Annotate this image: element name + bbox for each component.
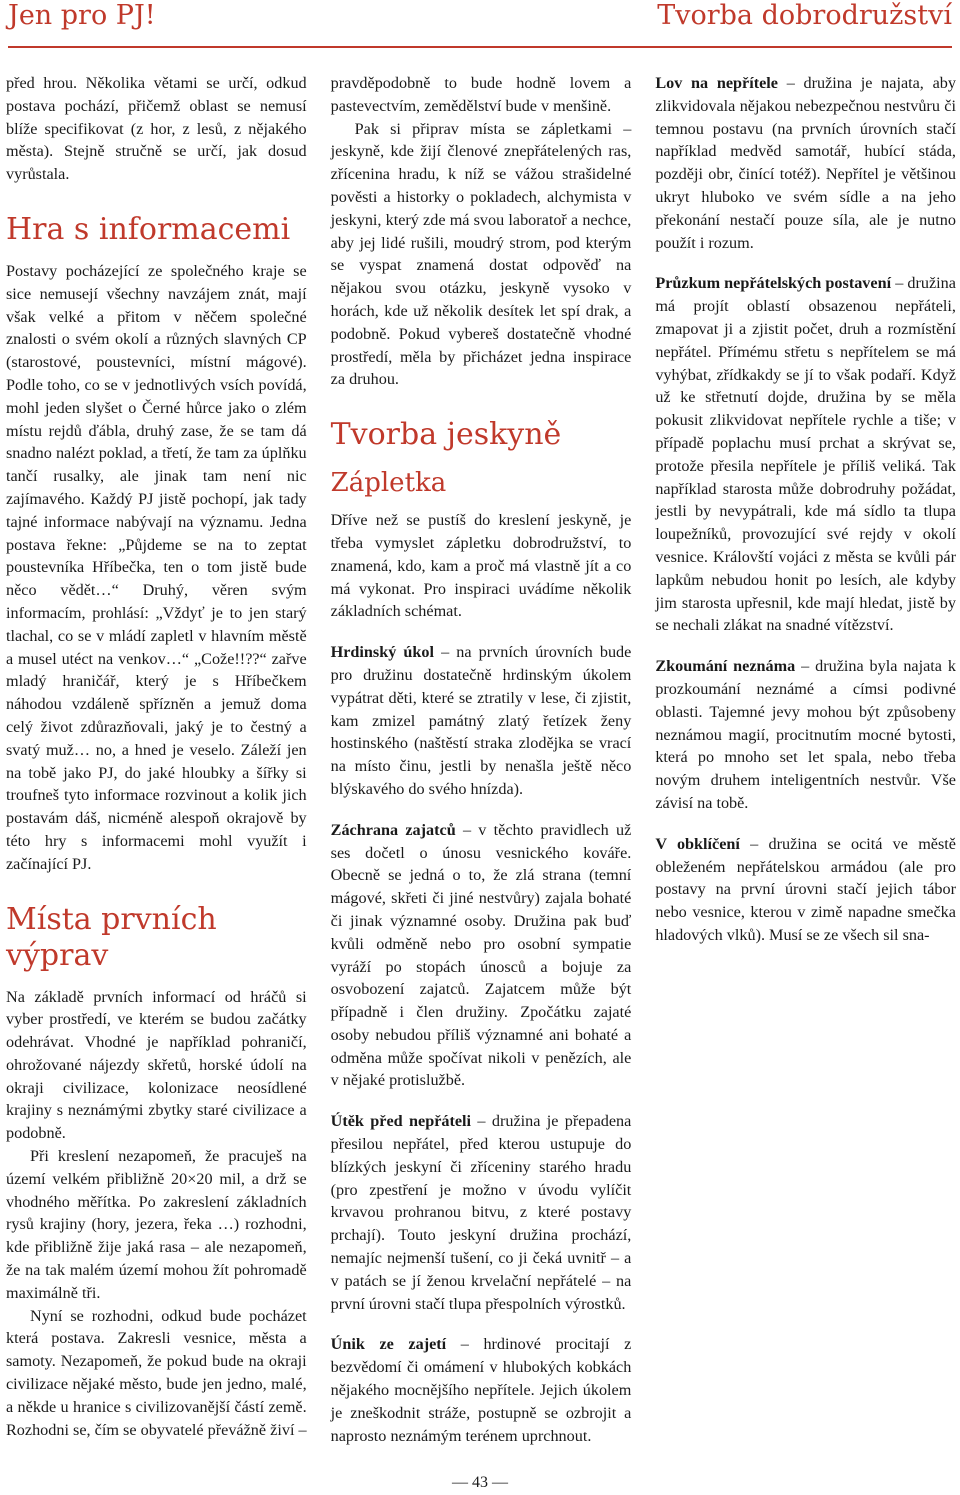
- scheme-hrdinsky-ukol: [331, 641, 632, 801]
- paragraph-mista-1: Na základě prvních informací od hráčů si vyber prostředí, ve kterém se budou začátky odehrávat. Vhodné je například pohraničí, ohrožované nájezdy skřetů, horské údolí na okraji civilizace, kolonizace neosídlené krajiny s neznámými zbytky staré civilizace a podobně.: [6, 987, 307, 1143]
- article-body: [6, 72, 956, 1452]
- scheme-term: Záchrana zajatců: [330, 820, 456, 839]
- scheme-utek-pred-nepriteli: [331, 1110, 632, 1315]
- heading-hra-s-informacemi: Hra s informacemi: [6, 211, 291, 247]
- scheme-term: Průzkum nepřátelských postavení: [655, 274, 892, 293]
- header-left-title: Jen pro PJ!: [8, 0, 156, 31]
- scheme-text: – družina je přepadena přesilou nepřátel, před kterou ustupuje do blízkých jeskyní či zříceniny starého hradu (pro zpestření je možno v úvodu vylíčit krvavou prohranou bitvu, z které postavy prchají). Touto jeskyní družina prochází, nemajíc nejmenší tušení, co ji čeká uvnitř – a v patách se jí ženou krvelační nepřátelé – na první úrovni stačí tlupa přespolních výrostků.: [330, 1112, 632, 1313]
- scheme-v-oblíceni: [655, 833, 956, 947]
- scheme-term: Lov na nepřítele: [655, 74, 778, 92]
- scheme-pruzkum: [655, 272, 956, 637]
- scheme-term: Hrdinský úkol: [330, 643, 435, 662]
- running-header: [8, 0, 952, 46]
- paragraph-informace: Postavy pocházející ze společného kraje se sice nemusejí všechny navzájem znát, mají však velké a přitom v něčem společné znalosti o svém okolí a různých slavných CP (starostové, poustevníci, místní mágové). Podle toho, co se v jednotlivých vsích povídá, mohl jeden slyšet o Černé hůrce jako o zlém místu rejdů ďábla, druhý zase, že se tam dá snadno nalézt poklad, a třetí, že tam za úplňku tančí rusalky, ale jinak tam není nic zajímavého. Každý PJ jistě pochopí, jak tady tajné informace nabývají na významu. Jedna postava řekne: „Půjdeme se na to zeptat poustevníka Hříbečka, ten o tom jistě bude něco vědět…“ Druhý, věren svým informacím, prohlásí: „Vždyť je to jen starý tlachal, co se v mládí zapletl v hlavním městě a musel utéct na venkov…“ „Cože!!??“ zařve mladý hraničář, který je s Hříbečkem náhodou vzdáleně spřízněn a jemuž doma celý život zdůrazňovali, jaký je to čestný a svatý muž… no, a hned je veselo. Záleží jen na tobě jako PJ, do jaké hloubky a šířky si troufneš tyto informace rozvinout a kolik jich postavám dáš, nicméně alespoň okrajově by této hry s informacemi mohl využít i začínající PJ.: [6, 261, 307, 873]
- scheme-text: – družina je najata, aby zlikvidovala nějakou nebezpečnou nestvůru či temnou postavu (na prvních úrovních stačí například medvěd samotář, hubící stáda, později obr, činící totéž). Nepřítel je většinou ukryt hluboko ve svém sídle a na jeho překonání nestačí pouze síla, ale je nutno použít i rozum.: [655, 74, 956, 252]
- scheme-term: Zkoumání neznáma: [655, 657, 796, 676]
- scheme-zkoumani-neznama: [655, 655, 956, 815]
- paragraph-intro: před hrou. Několika větami se určí, odkud postava pochází, přičemž oblast se nemusí blíže specifikovat (z hor, z lesů, z nějakého města). Stejně stručně se určí, jak dosud vyrůstala.: [6, 74, 307, 184]
- heading-tvorba-jeskyne: Tvorba jeskyně: [330, 417, 562, 453]
- heading-zapletka: Zápletka: [330, 468, 447, 499]
- header-rule: [8, 46, 952, 48]
- scheme-text: – na prvních úrovních bude pro družinu dostatečně hrdinským úkolem vypátrat děti, které se ztratily v lese, či zjistit, kam zmizel památný zlatý řetízek ženy hostinského (naštěstí straka zlodějka se vrací na místo činu, jestli by nenašla ještě něco blýskavého do svého hnízda).: [330, 643, 632, 798]
- paragraph-mista-3: Nyní se rozhodni, odkud bude pocházet která postava. Zakresli vesnice, města a samoty. Nezapomeň, že pokud bude na okraji civilizace nějaké město, bude jen jedno, malé, a někde u hranice s civilizovanější částí země. Rozhodni se, čím se obyvatelé převážně živí – pravděpodobně to bude hodně lovem a pastevectvím, zemědělství bude v menšině.: [6, 74, 632, 1439]
- scheme-text: – hrdinové procitají z bezvědomí či omámení v hlubokých kobkách nějakého mocnějšího nepřítele. Jejich úkolem je zneškodnit stráže, postupně se ozbrojit a naprosto neznámým terénem uprchnout.: [330, 1335, 632, 1445]
- scheme-text: – v těchto pravidlech už ses dočetl o únosu vesnického kováře. Obecně se jedná o to, že zlá strana (temní mágové, skřeti či jiné nestvůry) zajala bohaté či jinak významné osoby. Družina pak buď kvůli odměně nebo pro osobní sympatie vyráží po stopách únosců a bojuje za osvobození zajatců. Zajatcem může být případně i člen družiny. Zpočátku zajaté osoby nebudou příliš významné ani bohaté a odměna může spočívat nikoli v penězích, ale v nějaké protislužbě.: [330, 820, 632, 1090]
- scheme-unik-ze-zajeti: [331, 1333, 632, 1447]
- scheme-text: – družina má projít oblastí obsazenou nepřáteli, zmapovat ji a zjistit počet, druh a rozmístění nepřátel. Přímému střetu s nepřítelem se má vyhýbat, zřídkakdy se jí to však podaří. Když už ke střetnutí dojde, družina by se měla pokusit zlikvidovat nepřítele rychle a tiše; v případě poplachu musí prchat a skrývat se, protože přesila nepřítele je příliš veliká. Tak například starosta může dobrodruhy požádat, jestli by nevypátrali, kde má sídlo ta tlupa loupežníků, provozující své rejdy v okolí vesnice. Královští vojáci z města se kvůli pár lapkům nebudou honit po lesích, ale kdyby jim starosta upřesnil, kde mají hledat, jistě by se nechali zlákat na snadné vítězství.: [655, 274, 956, 635]
- heading-mista-prvnich-vyprav: Místa prvních výprav: [6, 901, 217, 973]
- scheme-text: – družina se ocitá ve městě obleženém nepřátelskou armádou (ale pro postavy na první úrovni stačí jejich tábor nebo vesnice, kterou v zimě napadne smečka hladových vlků). Musí se ze všech sil sna-: [655, 834, 956, 944]
- header-right-title: Tvorba dobrodružství: [657, 0, 952, 31]
- paragraph-zapletka: Dříve než se pustíš do kreslení jeskyně, je třeba vymyslet zápletku dobrodružství, to znamená, kdo, kam a proč má vlastně jít a co má vykonat. Pro inspiraci uvádíme několik základních schémat.: [330, 511, 632, 621]
- paragraph-mista-2: Při kreslení nezapomeň, že pracuješ na území velkém přibližně 20×20 mil, a drž se vhodného měřítka. Po zakreslení základních rysů krajiny (hory, jezera, řeka …) rozhodni, kde přibližně žije jaká rasa – ale nezapomeň, že na tak malém území mohou žít pohromadě maximálně tři.: [6, 1147, 307, 1302]
- page-number: — 43 —: [452, 1474, 508, 1491]
- scheme-term: V obklíčení: [655, 834, 740, 853]
- scheme-term: Únik ze zajetí: [330, 1335, 447, 1354]
- scheme-zachrana-zajatcu: [331, 819, 632, 1093]
- scheme-term: Útěk před nepřáteli: [330, 1112, 472, 1131]
- scheme-lov-na-nepritele: [655, 72, 956, 254]
- paragraph-mista-4: Pak si připrav místa se zápletkami – jeskyně, kde žijí členové znepřátelených ras, zřícenina hradu, k níž se vážou strašidelné pověsti a historky o pokladech, alchymista v jeskyni, který zde má svou laboratoř a nechce, aby jej lidé rušili, moudrý strom, pod kterým se vyspat znamená dostat odpověď na nějakou svou otázku, jeskyně vysoko v horách, kde už několik desítek let spí drak, a podobně. Pokud vybereš dostatečně vhodné prostředí, měla by přicházet jedna inspirace za druhou.: [330, 119, 632, 389]
- scheme-text: – družina byla najata k prozkoumání neznámé a címsi podivné oblasti. Tajemné jevy mohou být způsobeny neznámou magií, procitnutím mocné bytosti, která po mnoho set let spala, nebo třeba novým druhem inteligentních nestvůr. Vše závisí na tobě.: [655, 657, 956, 812]
